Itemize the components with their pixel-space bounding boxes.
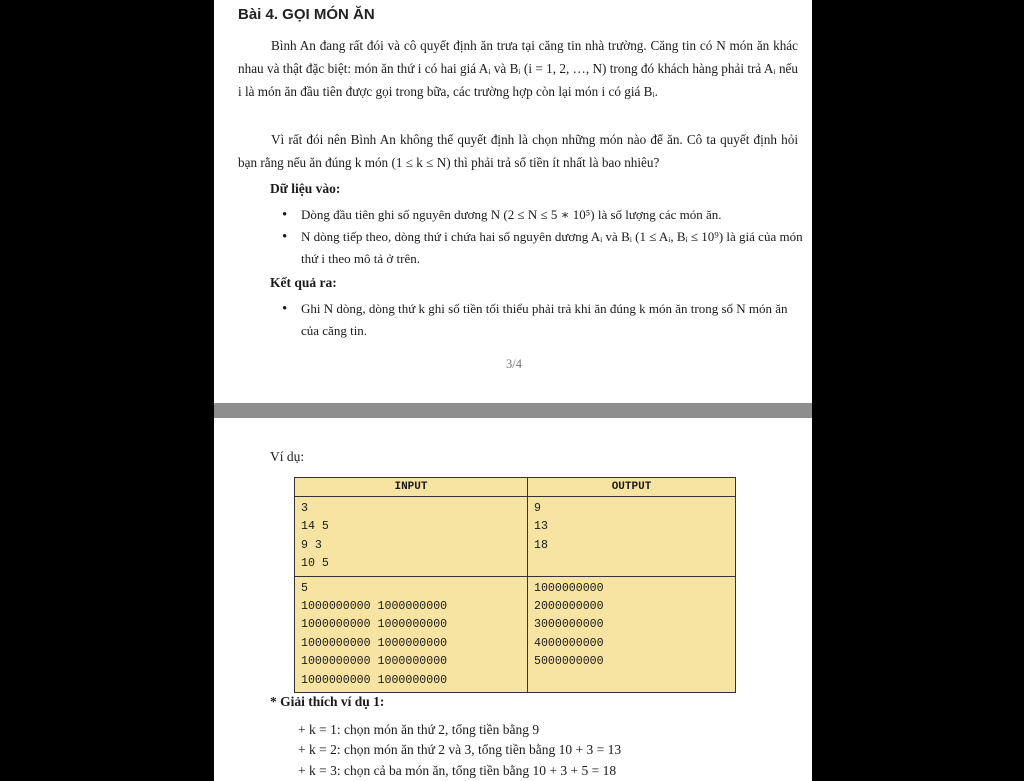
table-row <box>295 576 736 692</box>
input-list <box>274 204 804 270</box>
output-line: 9 <box>534 502 541 515</box>
input-line: 3 <box>301 502 308 515</box>
output-line: 18 <box>534 538 548 552</box>
output-line: 3000000000 <box>534 618 604 632</box>
input-cell <box>295 497 528 577</box>
input-line: 1000000000 1000000000 <box>301 673 448 687</box>
output-list <box>274 298 804 342</box>
input-item: • Dòng đầu tiên ghi số nguyên dương N (2 ≤ N ≤ 5 ∗ 10⁵) là số lượng các món ăn. <box>274 204 804 226</box>
output-column-header: OUTPUT <box>528 478 736 497</box>
input-line: 1000000000 1000000000 <box>301 600 448 614</box>
input-line: 9 3 <box>301 538 322 552</box>
table-row <box>295 497 736 577</box>
explanation-heading: * Giải thích ví dụ 1: <box>270 694 385 709</box>
input-line: 1000000000 1000000000 <box>301 618 448 632</box>
page-separator <box>214 403 812 418</box>
input-column-header: INPUT <box>295 478 528 497</box>
output-line: 2000000000 <box>534 600 604 614</box>
page-number: 3/4 <box>506 357 522 371</box>
output-line: 1000000000 <box>534 581 604 595</box>
input-line: 14 5 <box>301 520 329 534</box>
problem-intro: Bình An đang rất đói và cô quyết định ăn trưa tại căng tin nhà trường. Căng tin có N món ăn khác nhau và thật đặc biệt: món ăn thứ i có hai giá Aᵢ và Bᵢ (i = 1, 2, …, N) trong đó khách hàng phải trả Aᵢ nếu i là món ăn đầu tiên được gọi trong bữa, các trường hợp còn lại món i có giá Bᵢ. <box>238 38 798 99</box>
example-label: Ví dụ: <box>270 449 305 464</box>
output-line: 4000000000 <box>534 636 604 650</box>
output-item: • Ghi N dòng, dòng thứ k ghi số tiền tối thiểu phải trả khi ăn đúng k món ăn trong số N món ăn của căng tin. <box>274 298 804 342</box>
output-line: 5000000000 <box>534 655 604 669</box>
document-page-4 <box>214 418 812 781</box>
explanation-line: + k = 2: chọn món ăn thứ 2 và 3, tổng tiền bằng 10 + 3 = 13 <box>298 742 622 757</box>
input-item: • N dòng tiếp theo, dòng thứ i chứa hai số nguyên dương Aᵢ và Bᵢ (1 ≤ Aᵢ, Bᵢ ≤ 10⁹) là giá của món thứ i theo mô tả ở trên. <box>274 226 804 270</box>
input-heading: Dữ liệu vào: <box>270 181 341 196</box>
input-line: 1000000000 1000000000 <box>301 655 448 669</box>
example-table <box>294 477 736 693</box>
output-cell <box>528 497 736 577</box>
output-cell <box>528 576 736 692</box>
input-line: 5 <box>301 581 308 595</box>
input-line: 1000000000 1000000000 <box>301 636 448 650</box>
input-cell <box>295 576 528 692</box>
problem-question: Vì rất đói nên Bình An không thể quyết định là chọn những món nào để ăn. Cô ta quyết định hỏi bạn rằng nếu ăn đúng k món (1 ≤ k ≤ N) thì phải trả số tiền ít nhất là bao nhiêu? <box>238 132 798 170</box>
document-page-3 <box>214 0 812 403</box>
explanation-line: + k = 1: chọn món ăn thứ 2, tổng tiền bằng 9 <box>298 722 540 737</box>
output-heading: Kết quả ra: <box>270 275 337 290</box>
input-line: 10 5 <box>301 557 329 571</box>
problem-title: Bài 4. GỌI MÓN ĂN <box>238 6 375 23</box>
explanation-line: + k = 3: chọn cả ba món ăn, tổng tiền bằng 10 + 3 + 5 = 18 <box>298 763 617 778</box>
output-line: 13 <box>534 520 548 534</box>
